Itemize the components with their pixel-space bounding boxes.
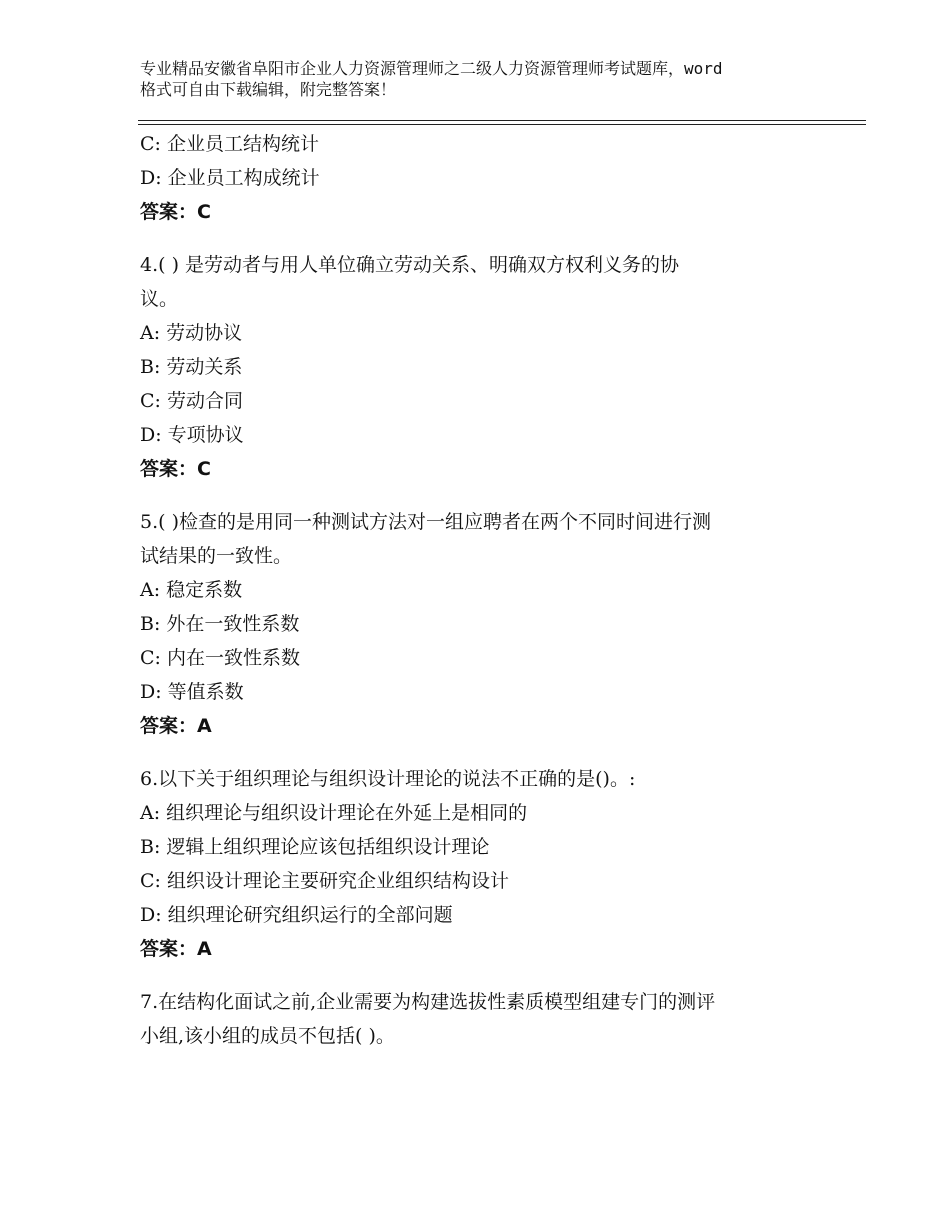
option-b: B: 逻辑上组织理论应该包括组织设计理论 (140, 836, 490, 858)
option-c: C: 组织设计理论主要研究企业组织结构设计 (140, 870, 509, 892)
question-6 (140, 762, 820, 966)
question-stem (140, 762, 820, 796)
stem-line: 4.( ) 是劳动者与用人单位确立劳动关系、明确双方权利义务的协 (140, 254, 680, 276)
question-list (140, 127, 820, 1053)
stem-line: 议。 (140, 288, 179, 310)
header-divider-bottom (138, 124, 866, 125)
question-stem (140, 505, 820, 573)
stem-line: 7.在结构化面试之前,企业需要为构建选拔性素质模型组建专门的测评 (140, 991, 716, 1013)
option-b: B: 外在一致性系数 (140, 613, 300, 635)
answer: 答案：A (140, 715, 212, 737)
question-4 (140, 248, 820, 486)
stem-line: 5.( )检查的是用同一种测试方法对一组应聘者在两个不同时间进行测 (140, 511, 711, 533)
option-c: C: 企业员工结构统计 (140, 133, 319, 155)
option-a: A: 组织理论与组织设计理论在外延上是相同的 (140, 802, 528, 824)
option-a: A: 劳动协议 (140, 322, 243, 344)
option-d: D: 等值系数 (140, 681, 244, 703)
question-3-tail (140, 127, 820, 229)
question-stem (140, 248, 820, 316)
option-c: C: 劳动合同 (140, 390, 243, 412)
answer: 答案：C (140, 201, 211, 223)
stem-line: 6.以下关于组织理论与组织设计理论的说法不正确的是()。: (140, 768, 636, 790)
option-b: B: 劳动关系 (140, 356, 243, 378)
answer: 答案：A (140, 938, 212, 960)
stem-line: 试结果的一致性。 (140, 545, 293, 567)
header-divider-top (138, 120, 866, 121)
document-header (140, 58, 840, 100)
stem-line: 小组,该小组的成员不包括( )。 (140, 1025, 395, 1047)
option-d: D: 企业员工构成统计 (140, 167, 320, 189)
option-d: D: 组织理论研究组织运行的全部问题 (140, 904, 453, 926)
option-c: C: 内在一致性系数 (140, 647, 300, 669)
question-stem (140, 985, 820, 1053)
header-title-line-1: 专业精品安徽省阜阳市企业人力资源管理师之二级人力资源管理师考试题库，word (140, 59, 723, 78)
option-a: A: 稳定系数 (140, 579, 243, 601)
option-d: D: 专项协议 (140, 424, 244, 446)
header-title-line-2: 格式可自由下载编辑，附完整答案！ (140, 80, 397, 99)
question-5 (140, 505, 820, 743)
question-7 (140, 985, 820, 1053)
answer: 答案：C (140, 458, 211, 480)
